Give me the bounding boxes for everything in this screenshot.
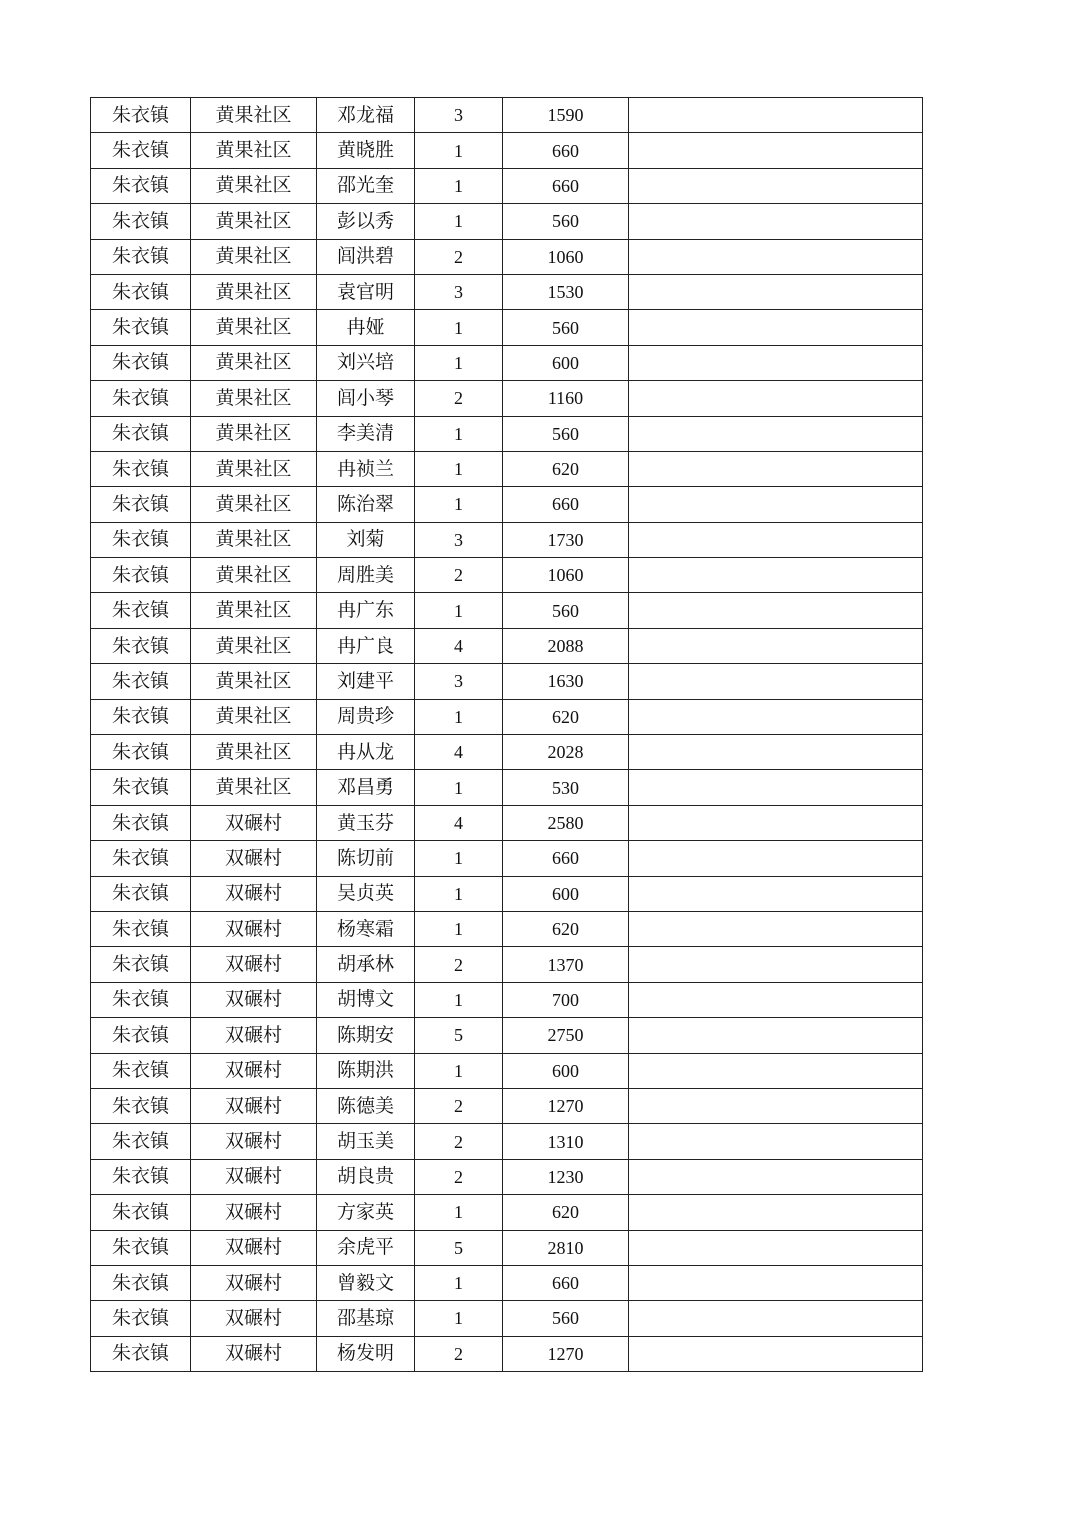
remark-cell <box>629 274 923 309</box>
remark-cell <box>629 911 923 946</box>
household-count-cell: 5 <box>415 1230 503 1265</box>
remark-cell <box>629 770 923 805</box>
amount-cell: 1310 <box>503 1124 629 1159</box>
household-count-cell: 1 <box>415 1301 503 1336</box>
table-row <box>91 1265 923 1300</box>
town-cell: 朱衣镇 <box>91 274 191 309</box>
household-count-cell: 1 <box>415 310 503 345</box>
remark-cell <box>629 310 923 345</box>
village-cell: 双碾村 <box>191 1124 317 1159</box>
table-row <box>91 1336 923 1371</box>
village-cell: 黄果社区 <box>191 168 317 203</box>
town-cell: 朱衣镇 <box>91 911 191 946</box>
remark-cell <box>629 451 923 486</box>
town-cell: 朱衣镇 <box>91 1159 191 1194</box>
name-cell: 黄玉芬 <box>317 805 415 840</box>
name-cell: 邓昌勇 <box>317 770 415 805</box>
town-cell: 朱衣镇 <box>91 168 191 203</box>
village-cell: 黄果社区 <box>191 558 317 593</box>
household-count-cell: 1 <box>415 451 503 486</box>
name-cell: 余虎平 <box>317 1230 415 1265</box>
village-cell: 双碾村 <box>191 1195 317 1230</box>
name-cell: 陈期安 <box>317 1018 415 1053</box>
town-cell: 朱衣镇 <box>91 239 191 274</box>
name-cell: 黄晓胜 <box>317 133 415 168</box>
table-row <box>91 911 923 946</box>
amount-cell: 560 <box>503 1301 629 1336</box>
table-row <box>91 1053 923 1088</box>
household-count-cell: 1 <box>415 204 503 239</box>
name-cell: 胡博文 <box>317 982 415 1017</box>
table-row <box>91 310 923 345</box>
table-row <box>91 593 923 628</box>
name-cell: 邵基琼 <box>317 1301 415 1336</box>
household-count-cell: 1 <box>415 982 503 1017</box>
household-count-cell: 2 <box>415 1088 503 1123</box>
village-cell: 双碾村 <box>191 1301 317 1336</box>
name-cell: 刘兴培 <box>317 345 415 380</box>
remark-cell <box>629 982 923 1017</box>
household-count-cell: 1 <box>415 876 503 911</box>
table-row <box>91 947 923 982</box>
household-count-cell: 4 <box>415 628 503 663</box>
amount-cell: 560 <box>503 593 629 628</box>
remark-cell <box>629 487 923 522</box>
amount-cell: 1060 <box>503 239 629 274</box>
table-row <box>91 982 923 1017</box>
name-cell: 邵光奎 <box>317 168 415 203</box>
household-count-cell: 1 <box>415 911 503 946</box>
household-count-cell: 2 <box>415 381 503 416</box>
village-cell: 双碾村 <box>191 982 317 1017</box>
remark-cell <box>629 735 923 770</box>
town-cell: 朱衣镇 <box>91 699 191 734</box>
remark-cell <box>629 1159 923 1194</box>
table-row <box>91 770 923 805</box>
name-cell: 闾洪碧 <box>317 239 415 274</box>
household-count-cell: 2 <box>415 1159 503 1194</box>
amount-cell: 1590 <box>503 98 629 133</box>
amount-cell: 620 <box>503 1195 629 1230</box>
remark-cell <box>629 947 923 982</box>
amount-cell: 1160 <box>503 381 629 416</box>
village-cell: 黄果社区 <box>191 416 317 451</box>
remark-cell <box>629 1230 923 1265</box>
name-cell: 胡玉美 <box>317 1124 415 1159</box>
amount-cell: 1270 <box>503 1088 629 1123</box>
village-cell: 黄果社区 <box>191 381 317 416</box>
household-count-cell: 1 <box>415 416 503 451</box>
name-cell: 刘菊 <box>317 522 415 557</box>
table-row <box>91 628 923 663</box>
amount-cell: 560 <box>503 416 629 451</box>
name-cell: 周胜美 <box>317 558 415 593</box>
remark-cell <box>629 628 923 663</box>
remark-cell <box>629 841 923 876</box>
amount-cell: 660 <box>503 487 629 522</box>
village-cell: 黄果社区 <box>191 664 317 699</box>
household-count-cell: 2 <box>415 239 503 274</box>
table-row <box>91 558 923 593</box>
name-cell: 李美清 <box>317 416 415 451</box>
town-cell: 朱衣镇 <box>91 522 191 557</box>
remark-cell <box>629 1088 923 1123</box>
remark-cell <box>629 168 923 203</box>
household-count-cell: 1 <box>415 133 503 168</box>
household-count-cell: 1 <box>415 593 503 628</box>
amount-cell: 1230 <box>503 1159 629 1194</box>
town-cell: 朱衣镇 <box>91 204 191 239</box>
name-cell: 邓龙福 <box>317 98 415 133</box>
amount-cell: 600 <box>503 1053 629 1088</box>
village-cell: 双碾村 <box>191 805 317 840</box>
village-cell: 双碾村 <box>191 1230 317 1265</box>
village-cell: 黄果社区 <box>191 98 317 133</box>
table-row <box>91 345 923 380</box>
table-row <box>91 805 923 840</box>
table-row <box>91 381 923 416</box>
village-cell: 黄果社区 <box>191 487 317 522</box>
village-cell: 双碾村 <box>191 1018 317 1053</box>
town-cell: 朱衣镇 <box>91 841 191 876</box>
village-cell: 双碾村 <box>191 1088 317 1123</box>
name-cell: 吴贞英 <box>317 876 415 911</box>
town-cell: 朱衣镇 <box>91 947 191 982</box>
table-row <box>91 98 923 133</box>
table-row <box>91 274 923 309</box>
table-row <box>91 133 923 168</box>
table-row <box>91 487 923 522</box>
amount-cell: 2088 <box>503 628 629 663</box>
household-count-cell: 1 <box>415 1053 503 1088</box>
town-cell: 朱衣镇 <box>91 1088 191 1123</box>
amount-cell: 2580 <box>503 805 629 840</box>
village-cell: 双碾村 <box>191 876 317 911</box>
village-cell: 黄果社区 <box>191 770 317 805</box>
remark-cell <box>629 593 923 628</box>
household-count-cell: 1 <box>415 487 503 522</box>
name-cell: 杨寒霜 <box>317 911 415 946</box>
town-cell: 朱衣镇 <box>91 1301 191 1336</box>
name-cell: 闾小琴 <box>317 381 415 416</box>
village-cell: 黄果社区 <box>191 345 317 380</box>
town-cell: 朱衣镇 <box>91 1195 191 1230</box>
town-cell: 朱衣镇 <box>91 593 191 628</box>
town-cell: 朱衣镇 <box>91 1018 191 1053</box>
remark-cell <box>629 1053 923 1088</box>
village-cell: 黄果社区 <box>191 204 317 239</box>
remark-cell <box>629 876 923 911</box>
household-count-cell: 3 <box>415 274 503 309</box>
amount-cell: 620 <box>503 699 629 734</box>
amount-cell: 2810 <box>503 1230 629 1265</box>
amount-cell: 1530 <box>503 274 629 309</box>
household-count-cell: 2 <box>415 947 503 982</box>
household-count-cell: 1 <box>415 345 503 380</box>
remark-cell <box>629 1336 923 1371</box>
table-row <box>91 664 923 699</box>
table-row <box>91 1301 923 1336</box>
remark-cell <box>629 133 923 168</box>
amount-cell: 2028 <box>503 735 629 770</box>
amount-cell: 660 <box>503 168 629 203</box>
household-count-cell: 4 <box>415 735 503 770</box>
amount-cell: 530 <box>503 770 629 805</box>
amount-cell: 2750 <box>503 1018 629 1053</box>
remark-cell <box>629 664 923 699</box>
household-count-cell: 4 <box>415 805 503 840</box>
name-cell: 胡承林 <box>317 947 415 982</box>
village-cell: 黄果社区 <box>191 310 317 345</box>
household-count-cell: 3 <box>415 664 503 699</box>
table-row <box>91 168 923 203</box>
village-cell: 双碾村 <box>191 947 317 982</box>
town-cell: 朱衣镇 <box>91 982 191 1017</box>
remark-cell <box>629 1124 923 1159</box>
village-cell: 黄果社区 <box>191 239 317 274</box>
remark-cell <box>629 699 923 734</box>
remark-cell <box>629 1301 923 1336</box>
table-row <box>91 841 923 876</box>
remark-cell <box>629 204 923 239</box>
table-row <box>91 1230 923 1265</box>
town-cell: 朱衣镇 <box>91 770 191 805</box>
household-count-cell: 2 <box>415 1336 503 1371</box>
village-cell: 双碾村 <box>191 911 317 946</box>
household-count-cell: 1 <box>415 841 503 876</box>
amount-cell: 600 <box>503 876 629 911</box>
town-cell: 朱衣镇 <box>91 1053 191 1088</box>
remark-cell <box>629 522 923 557</box>
table-row <box>91 699 923 734</box>
village-cell: 双碾村 <box>191 1336 317 1371</box>
household-count-cell: 2 <box>415 558 503 593</box>
table-row <box>91 1124 923 1159</box>
table-row <box>91 416 923 451</box>
village-cell: 双碾村 <box>191 1265 317 1300</box>
amount-cell: 660 <box>503 133 629 168</box>
remark-cell <box>629 381 923 416</box>
name-cell: 刘建平 <box>317 664 415 699</box>
household-count-cell: 2 <box>415 1124 503 1159</box>
town-cell: 朱衣镇 <box>91 1265 191 1300</box>
table-row <box>91 1018 923 1053</box>
name-cell: 陈德美 <box>317 1088 415 1123</box>
town-cell: 朱衣镇 <box>91 345 191 380</box>
amount-cell: 620 <box>503 451 629 486</box>
household-count-cell: 1 <box>415 1265 503 1300</box>
village-cell: 黄果社区 <box>191 735 317 770</box>
town-cell: 朱衣镇 <box>91 1336 191 1371</box>
table-row <box>91 876 923 911</box>
town-cell: 朱衣镇 <box>91 1124 191 1159</box>
village-cell: 黄果社区 <box>191 133 317 168</box>
town-cell: 朱衣镇 <box>91 416 191 451</box>
amount-cell: 600 <box>503 345 629 380</box>
village-cell: 黄果社区 <box>191 628 317 663</box>
name-cell: 杨发明 <box>317 1336 415 1371</box>
household-count-cell: 3 <box>415 98 503 133</box>
town-cell: 朱衣镇 <box>91 735 191 770</box>
remark-cell <box>629 1018 923 1053</box>
name-cell: 周贵珍 <box>317 699 415 734</box>
amount-cell: 1270 <box>503 1336 629 1371</box>
remark-cell <box>629 239 923 274</box>
name-cell: 陈切前 <box>317 841 415 876</box>
name-cell: 陈期洪 <box>317 1053 415 1088</box>
town-cell: 朱衣镇 <box>91 876 191 911</box>
remark-cell <box>629 805 923 840</box>
table-row <box>91 239 923 274</box>
name-cell: 曾毅文 <box>317 1265 415 1300</box>
name-cell: 方家英 <box>317 1195 415 1230</box>
household-count-cell: 1 <box>415 1195 503 1230</box>
amount-cell: 1730 <box>503 522 629 557</box>
town-cell: 朱衣镇 <box>91 664 191 699</box>
remark-cell <box>629 558 923 593</box>
town-cell: 朱衣镇 <box>91 487 191 522</box>
amount-cell: 1630 <box>503 664 629 699</box>
name-cell: 冉从龙 <box>317 735 415 770</box>
village-cell: 黄果社区 <box>191 593 317 628</box>
remark-cell <box>629 1265 923 1300</box>
remark-cell <box>629 98 923 133</box>
village-cell: 黄果社区 <box>191 451 317 486</box>
town-cell: 朱衣镇 <box>91 451 191 486</box>
amount-cell: 1370 <box>503 947 629 982</box>
name-cell: 胡良贵 <box>317 1159 415 1194</box>
household-count-cell: 3 <box>415 522 503 557</box>
town-cell: 朱衣镇 <box>91 1230 191 1265</box>
name-cell: 冉娅 <box>317 310 415 345</box>
amount-cell: 660 <box>503 1265 629 1300</box>
village-cell: 黄果社区 <box>191 274 317 309</box>
name-cell: 冉广东 <box>317 593 415 628</box>
town-cell: 朱衣镇 <box>91 558 191 593</box>
amount-cell: 620 <box>503 911 629 946</box>
household-count-cell: 1 <box>415 770 503 805</box>
table-row <box>91 1159 923 1194</box>
name-cell: 袁官明 <box>317 274 415 309</box>
table-row <box>91 1195 923 1230</box>
table-row <box>91 204 923 239</box>
table-row <box>91 735 923 770</box>
name-cell: 冉广良 <box>317 628 415 663</box>
name-cell: 彭以秀 <box>317 204 415 239</box>
table-body <box>91 98 923 1372</box>
village-cell: 黄果社区 <box>191 522 317 557</box>
town-cell: 朱衣镇 <box>91 133 191 168</box>
amount-cell: 660 <box>503 841 629 876</box>
table-row <box>91 1088 923 1123</box>
data-table <box>90 97 923 1372</box>
name-cell: 冉祯兰 <box>317 451 415 486</box>
amount-cell: 1060 <box>503 558 629 593</box>
name-cell: 陈治翠 <box>317 487 415 522</box>
remark-cell <box>629 345 923 380</box>
household-count-cell: 5 <box>415 1018 503 1053</box>
village-cell: 双碾村 <box>191 841 317 876</box>
village-cell: 双碾村 <box>191 1053 317 1088</box>
town-cell: 朱衣镇 <box>91 98 191 133</box>
town-cell: 朱衣镇 <box>91 628 191 663</box>
table-row <box>91 451 923 486</box>
remark-cell <box>629 416 923 451</box>
village-cell: 黄果社区 <box>191 699 317 734</box>
household-count-cell: 1 <box>415 699 503 734</box>
remark-cell <box>629 1195 923 1230</box>
town-cell: 朱衣镇 <box>91 381 191 416</box>
town-cell: 朱衣镇 <box>91 310 191 345</box>
village-cell: 双碾村 <box>191 1159 317 1194</box>
amount-cell: 560 <box>503 310 629 345</box>
table-row <box>91 522 923 557</box>
town-cell: 朱衣镇 <box>91 805 191 840</box>
amount-cell: 700 <box>503 982 629 1017</box>
household-count-cell: 1 <box>415 168 503 203</box>
amount-cell: 560 <box>503 204 629 239</box>
